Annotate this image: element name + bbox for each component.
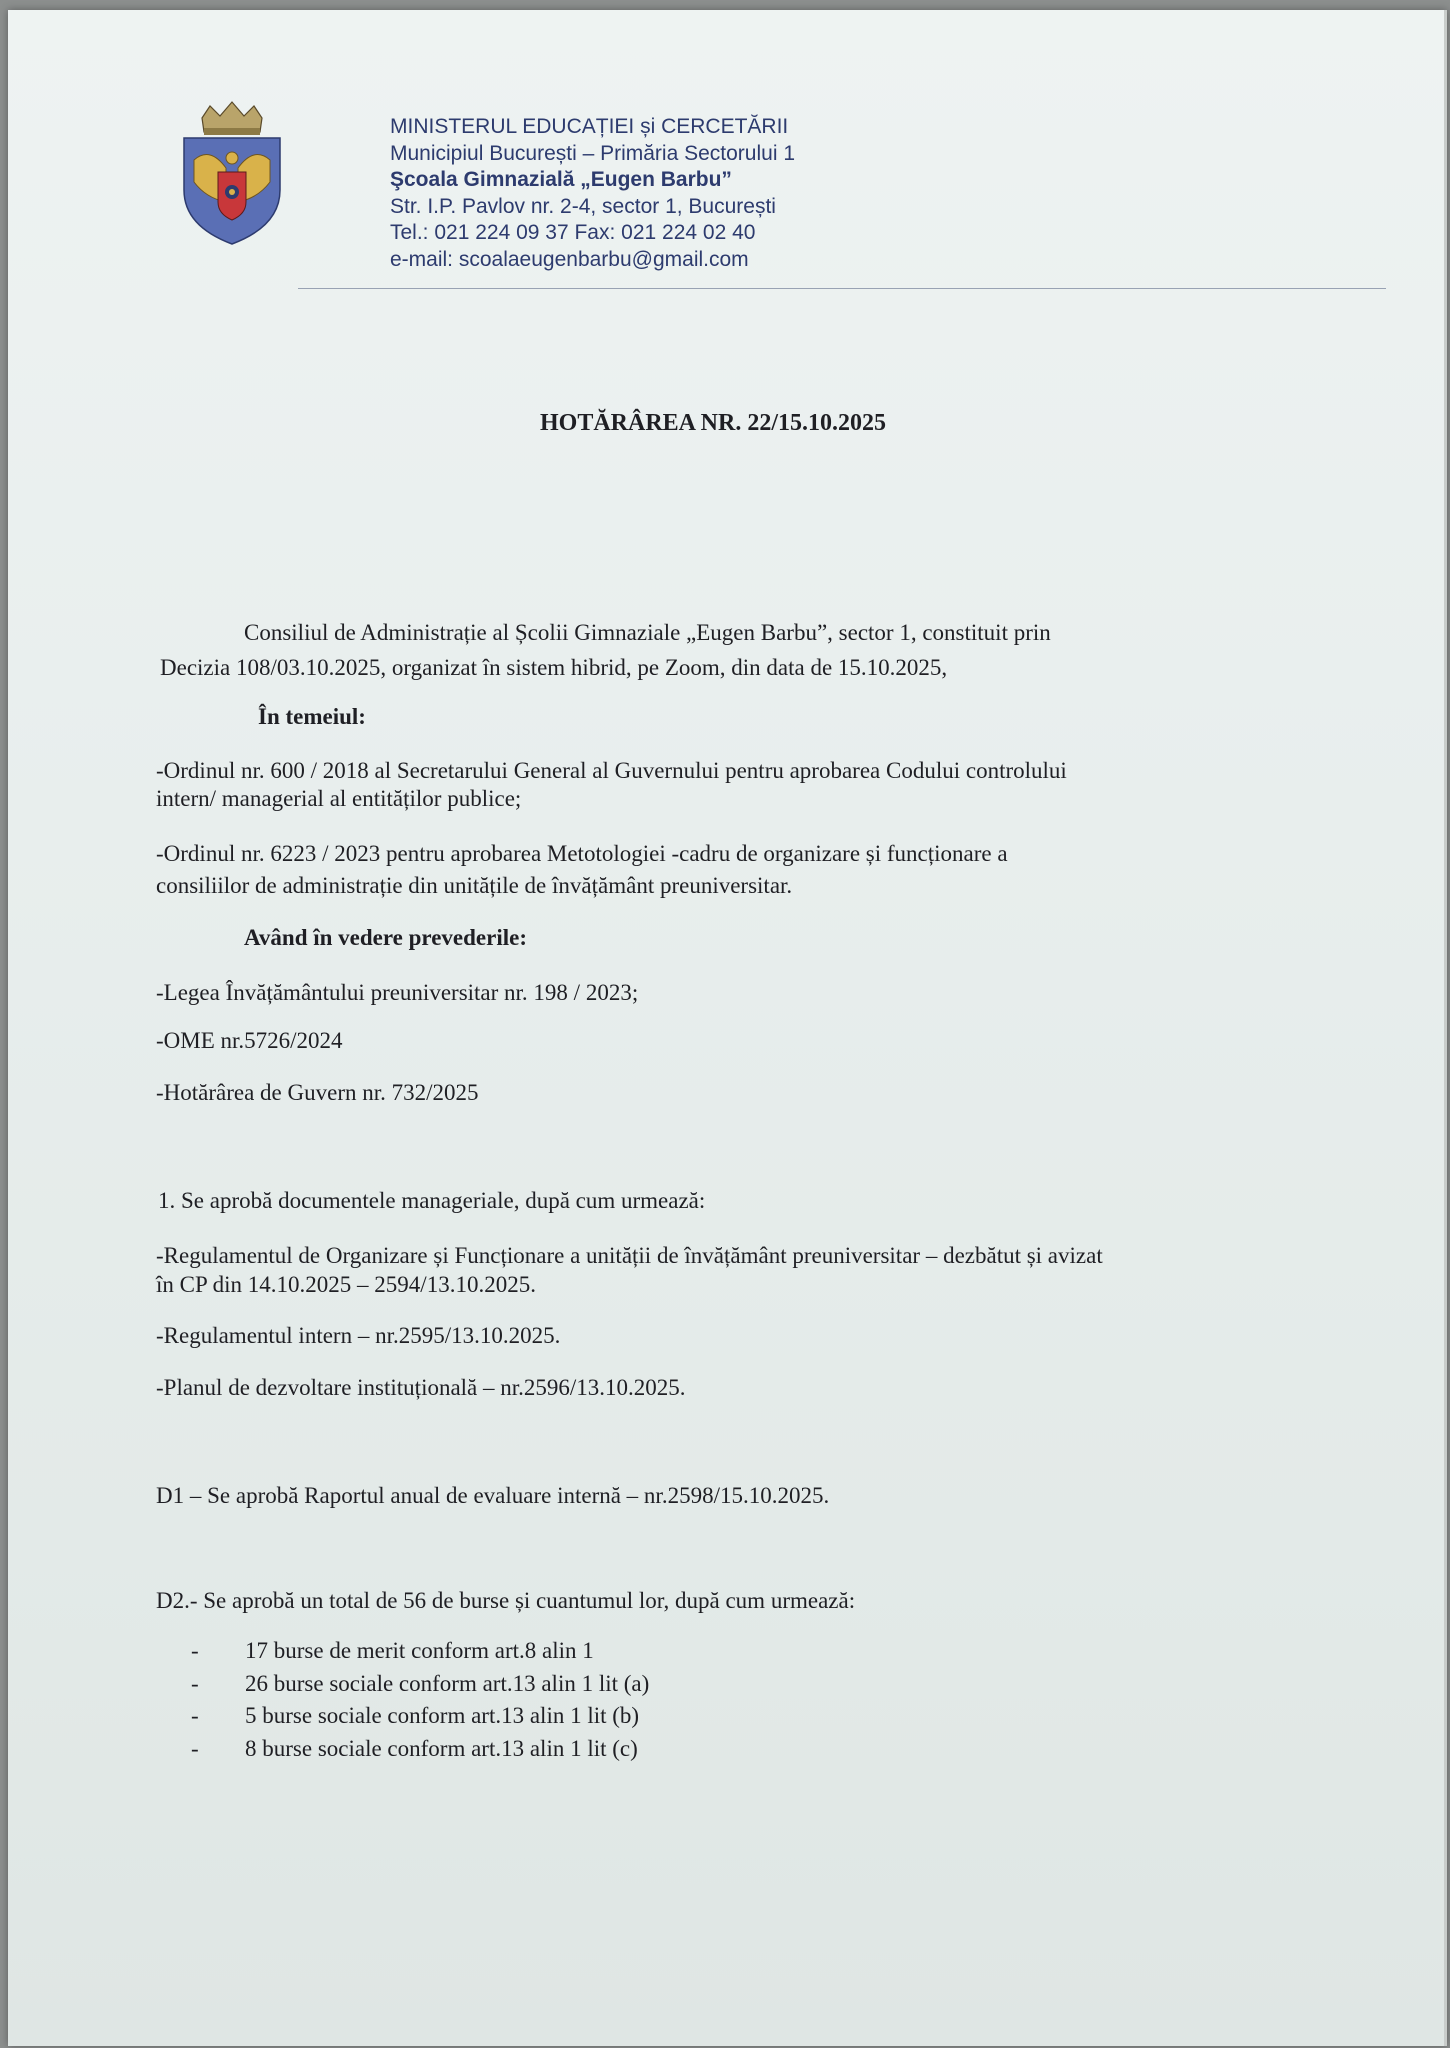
header-divider — [298, 288, 1386, 289]
ministry-name: MINISTERUL EDUCAȚIEI și CERCETĂRII — [390, 115, 789, 138]
item-1-heading: 1. Se aprobă documentele manageriale, după cum urmează: — [158, 1188, 706, 1213]
basis-1-line-1: -Ordinul nr. 600 / 2018 al Secretarului General al Guvernului pentru aprobarea Codului controlului — [156, 758, 1067, 783]
decision-d2: D2.- Se aprobă un total de 56 de burse și cuantumul lor, după cum urmează: — [156, 1588, 856, 1613]
basis-2-line-2: consiliilor de administrație din unitățile de învățământ preuniversitar. — [156, 873, 793, 898]
item-1-doc-1-line-1: -Regulamentul de Organizare și Funcționare a unității de învățământ preuniversitar – dezbătut și avizat — [156, 1243, 1103, 1268]
item-1-doc-1-line-2: în CP din 14.10.2025 – 2594/13.10.2025. — [156, 1272, 536, 1297]
scholarship-list — [191, 1635, 649, 1765]
municipality-name: Municipiul București – Primăria Sectorului 1 — [390, 141, 795, 165]
decision-d1: D1 – Se aprobă Raportul anual de evaluare internă – nr.2598/15.10.2025. — [156, 1483, 830, 1508]
provisions-heading: Având în vedere prevederile: — [244, 925, 527, 950]
item-1-doc-3: -Planul de dezvoltare instituțională – nr.2596/13.10.2025. — [156, 1375, 686, 1400]
intro-line-1: Consiliul de Administrație al Școlii Gimnaziale „Eugen Barbu”, sector 1, constituit prin — [244, 620, 1051, 645]
school-email: e-mail: scoalaeugenbarbu@gmail.com — [390, 247, 749, 271]
provision-2: -OME nr.5726/2024 — [156, 1028, 343, 1053]
list-item: - 17 burse de merit conform art.8 alin 1 — [191, 1638, 594, 1663]
list-item: - 26 burse sociale conform art.13 alin 1 lit (a) — [191, 1670, 650, 1696]
provision-3: -Hotărârea de Guvern nr. 732/2025 — [156, 1080, 479, 1105]
document-page — [8, 10, 1447, 2046]
school-phone-fax: Tel.: 021 224 09 37 Fax: 021 224 02 40 — [390, 221, 756, 244]
basis-1-line-2: intern/ managerial al entităților publice; — [156, 786, 522, 811]
school-address: Str. I.P. Pavlov nr. 2-4, sector 1, București — [390, 194, 776, 218]
romania-coat-of-arms-icon — [180, 98, 284, 248]
document-title: HOTĂRÂREA NR. 22/15.10.2025 — [539, 410, 887, 436]
provision-1: -Legea Învățământului preuniversitar nr. 198 / 2023; — [156, 980, 639, 1005]
basis-2-line-1: -Ordinul nr. 6223 / 2023 pentru aprobarea Metotologiei -cadru de organizare și funcționare a — [156, 841, 1008, 866]
item-1-doc-2: -Regulamentul intern – nr.2595/13.10.2025. — [156, 1323, 561, 1348]
school-name: Şcoala Gimnazială „Eugen Barbu” — [390, 168, 732, 191]
list-item: - 8 burse sociale conform art.13 alin 1 lit (c) — [191, 1735, 638, 1761]
basis-heading: În temeiul: — [258, 704, 366, 729]
list-item: - 5 burse sociale conform art.13 alin 1 lit (b) — [191, 1703, 640, 1728]
letterhead — [390, 114, 795, 273]
intro-line-2: Decizia 108/03.10.2025, organizat în sistem hibrid, pe Zoom, din data de 15.10.2025, — [160, 655, 948, 680]
